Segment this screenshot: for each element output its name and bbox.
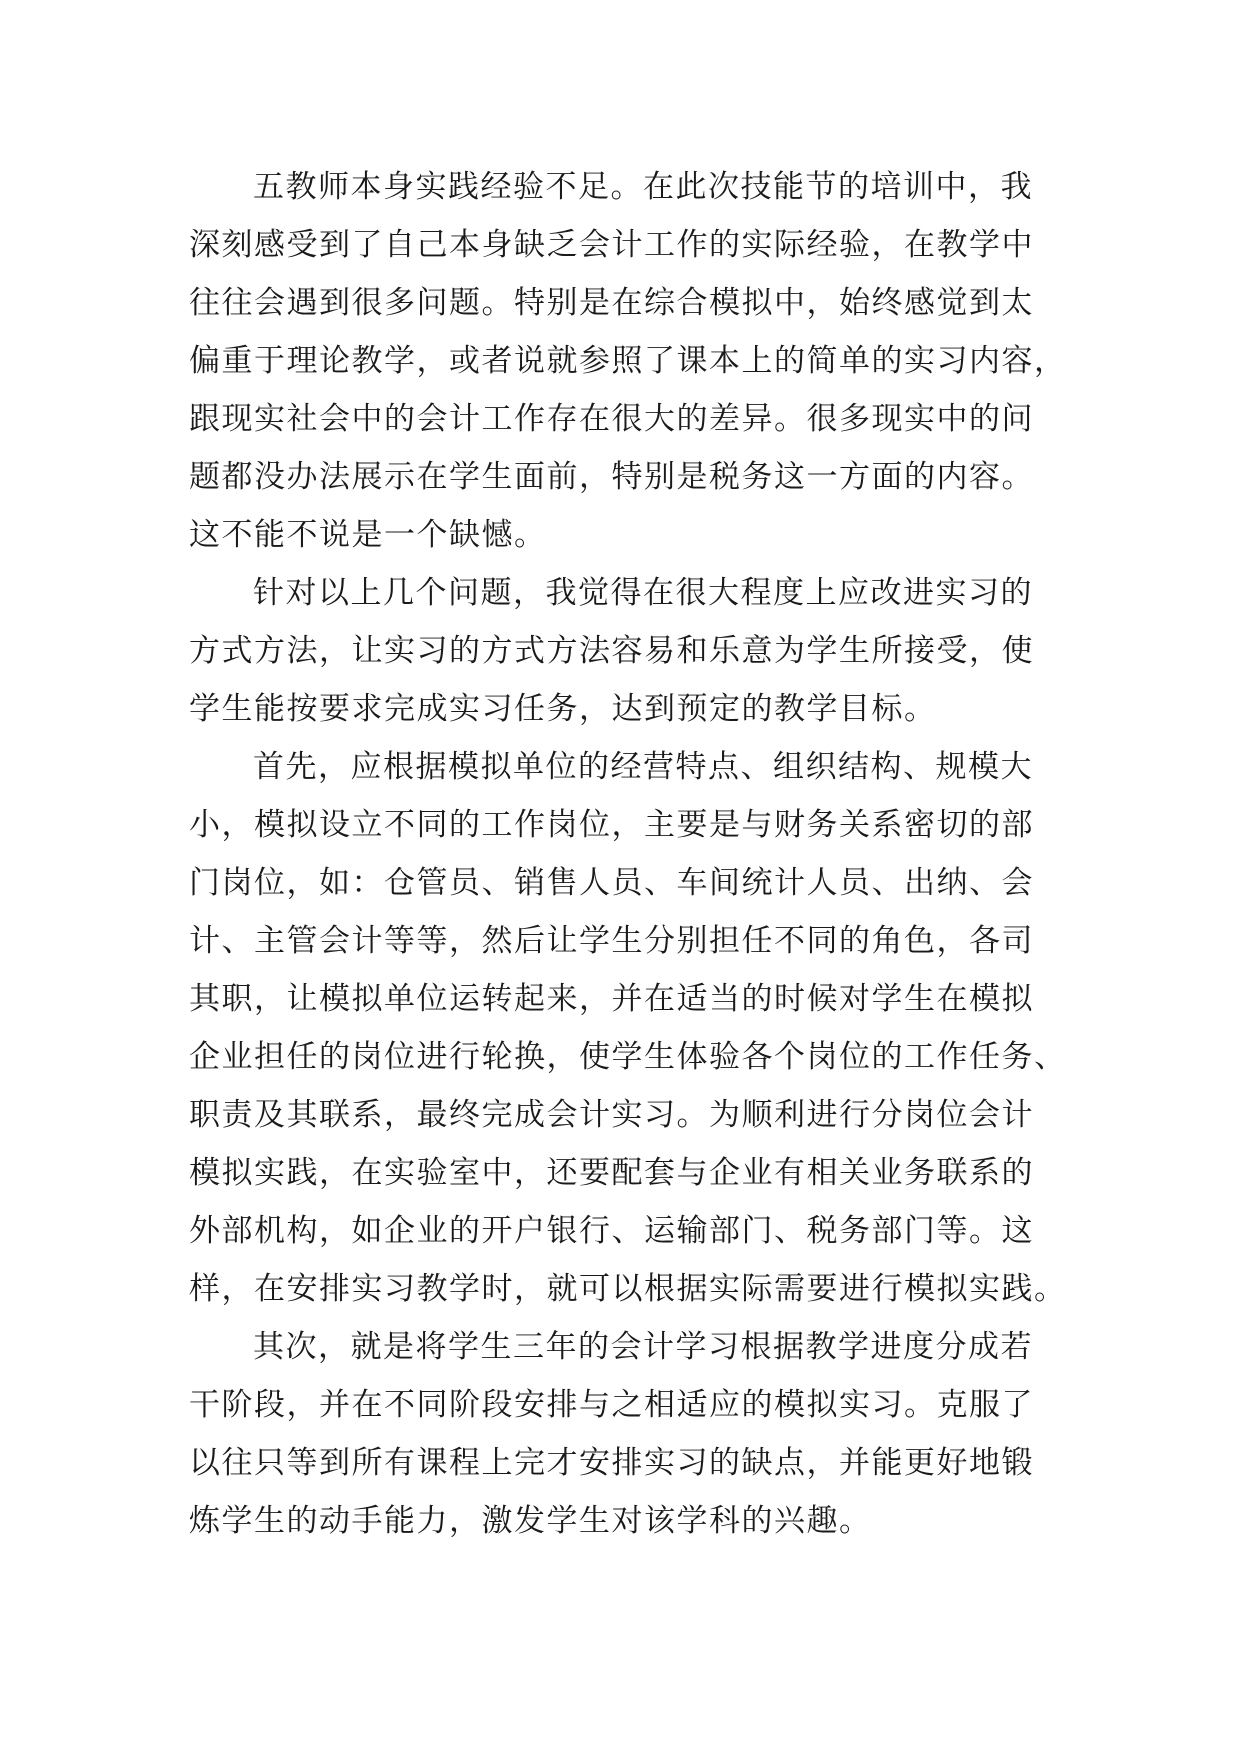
text-line: 这不能不说是一个缺憾。 [189, 517, 547, 553]
text-line: 计、主管会计等等，然后让学生分别担任不同的角色，各司 [189, 923, 1034, 959]
text-line: 深刻感受到了自己本身缺乏会计工作的实际经验，在教学中 [189, 227, 1034, 263]
paragraph-teacher-experience [189, 158, 1069, 564]
text-line: 首先，应根据模拟单位的经营特点、组织结构、规模大 [253, 749, 1033, 785]
text-line: 门岗位，如：仓管员、销售人员、车间统计人员、出纳、会 [189, 865, 1034, 901]
text-line: 以往只等到所有课程上完才安排实习的缺点，并能更好地锻 [189, 1445, 1034, 1481]
paragraph-second-measure [189, 1318, 1069, 1550]
text-line: 外部机构，如企业的开户银行、运输部门、税务部门等。这 [189, 1213, 1034, 1249]
text-line: 针对以上几个问题，我觉得在很大程度上应改进实习的 [253, 575, 1033, 611]
text-line: 学生能按要求完成实习任务，达到预定的教学目标。 [189, 691, 937, 727]
text-line: 题都没办法展示在学生面前，特别是税务这一方面的内容。 [189, 459, 1034, 495]
text-line: 炼学生的动手能力，激发学生对该学科的兴趣。 [189, 1503, 872, 1539]
text-line: 五教师本身实践经验不足。在此次技能节的培训中，我 [253, 169, 1033, 205]
text-line: 小，模拟设立不同的工作岗位，主要是与财务关系密切的部 [189, 807, 1034, 843]
text-line: 跟现实社会中的会计工作存在很大的差异。很多现实中的问 [189, 401, 1034, 437]
text-line: 其次，就是将学生三年的会计学习根据教学进度分成若 [253, 1329, 1033, 1365]
text-line: 模拟实践，在实验室中，还要配套与企业有相关业务联系的 [189, 1155, 1034, 1191]
text-line: 偏重于理论教学，或者说就参照了课本上的简单的实习内容， [189, 343, 1067, 379]
document-body [189, 158, 1069, 1550]
text-line: 方式方法，让实习的方式方法容易和乐意为学生所接受，使 [189, 633, 1034, 669]
paragraph-first-measure [189, 738, 1069, 1318]
text-line: 企业担任的岗位进行轮换，使学生体验各个岗位的工作任务、 [189, 1039, 1067, 1075]
text-line: 职责及其联系，最终完成会计实习。为顺利进行分岗位会计 [189, 1097, 1034, 1133]
text-line: 其职，让模拟单位运转起来，并在适当的时候对学生在模拟 [189, 981, 1034, 1017]
text-line: 往往会遇到很多问题。特别是在综合模拟中，始终感觉到太 [189, 285, 1034, 321]
text-line: 干阶段，并在不同阶段安排与之相适应的模拟实习。克服了 [189, 1387, 1034, 1423]
text-line: 样，在安排实习教学时，就可以根据实际需要进行模拟实践。 [189, 1271, 1067, 1307]
paragraph-improvement-intro [189, 564, 1069, 738]
